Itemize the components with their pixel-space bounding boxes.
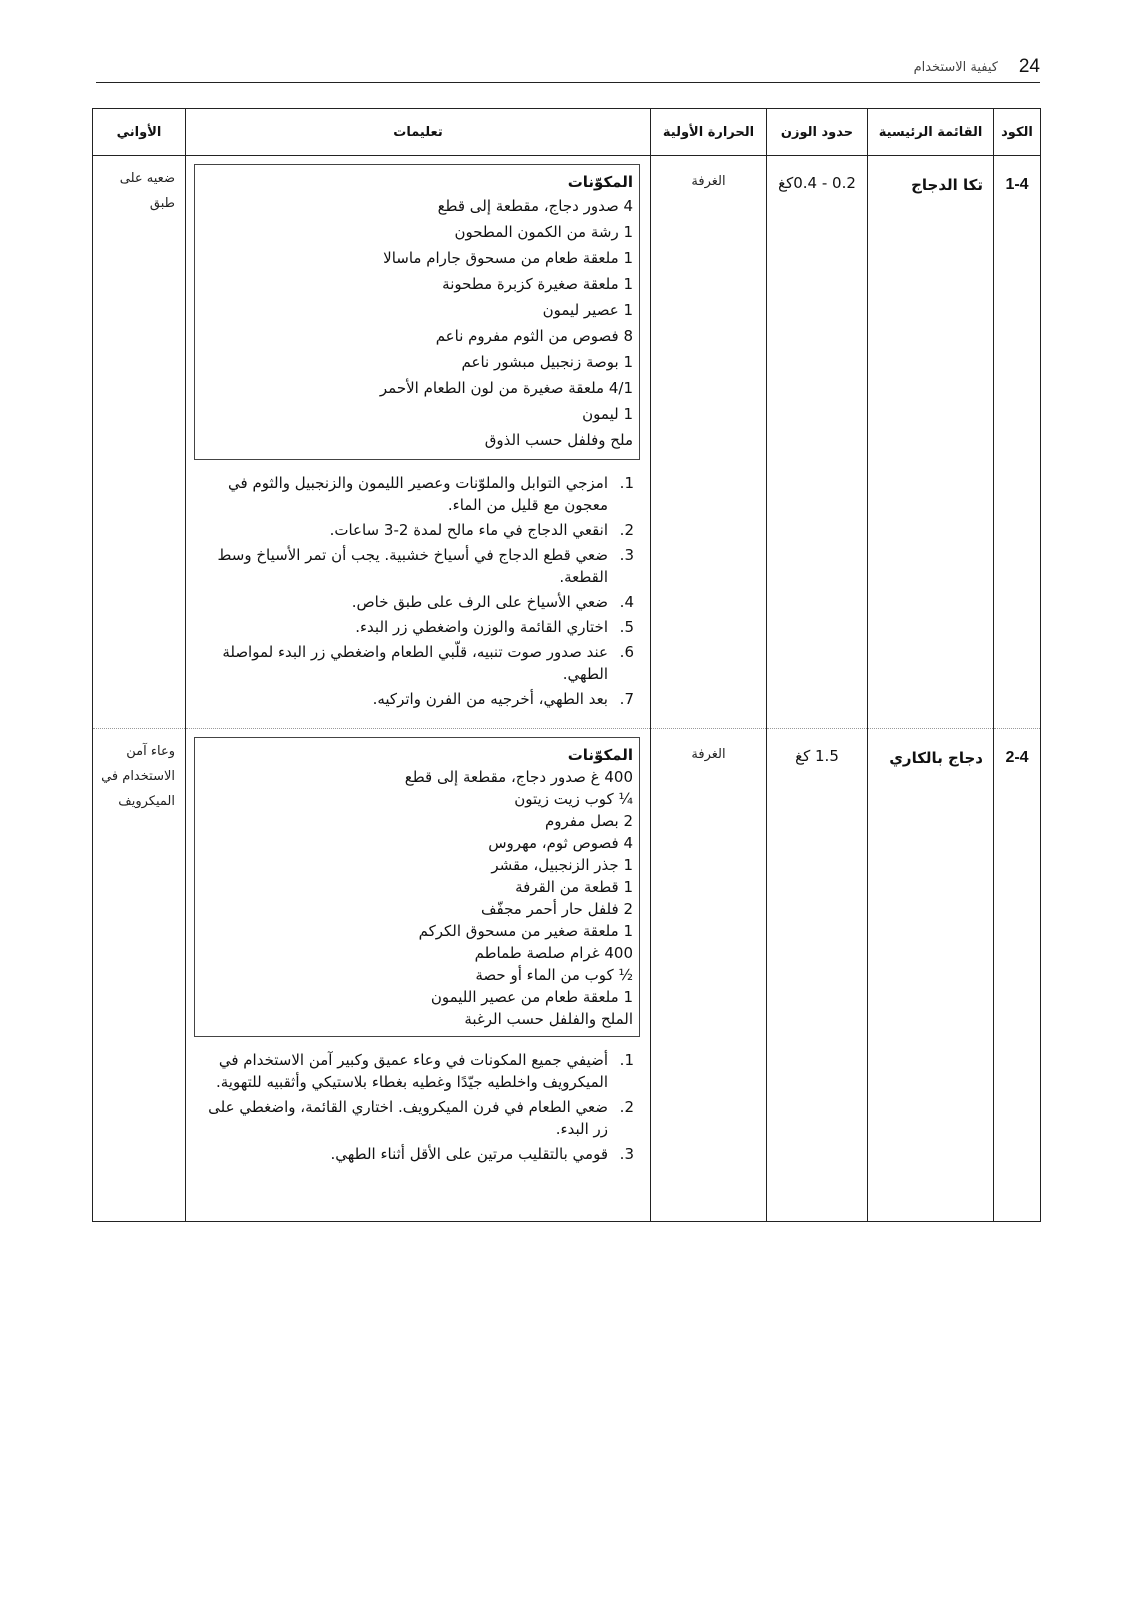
weight-cell: 1.5 كغ (767, 729, 868, 1222)
page-header (96, 50, 1040, 83)
ingredient-line: 1 رشة من الكمون المطحون (454, 223, 633, 241)
utensils-cell (93, 729, 186, 1222)
instructions-cell (186, 156, 651, 729)
utensil-line: ضعيه على (119, 171, 175, 186)
step-number: 4. (619, 593, 634, 611)
code-cell: 2-4 (994, 729, 1041, 1222)
steps-list (194, 1049, 640, 1165)
step-number: 5. (619, 618, 634, 636)
step-item (194, 591, 634, 613)
ingredient-line: 1 ملعقة طعام من عصير الليمون (430, 988, 633, 1006)
header-main-menu: القائمة الرئيسية (868, 109, 994, 156)
ingredient-line: 8 فصوص من الثوم مفروم ناعم (435, 327, 633, 345)
step-number: 7. (619, 690, 634, 708)
table-header-row (93, 109, 1041, 156)
ingredient-line: 2 بصل مفروم (544, 812, 633, 830)
weight-cell: 0.2 - 0.4كغ (767, 156, 868, 729)
steps-list (194, 472, 640, 710)
header-initial-temp: الحرارة الأولية (651, 109, 767, 156)
ingredient-line: 4 فصوص ثوم، مهروس (488, 834, 633, 852)
table-row (93, 156, 1041, 729)
utensil-line: وعاء آمن (126, 744, 175, 759)
step-text: ضعي الطعام في فرن الميكرويف. اختاري القائمة، واضغطي على زر البدء. (208, 1098, 608, 1138)
utensil-line: طبق (149, 196, 175, 211)
temp-cell: الغرفة (651, 729, 767, 1222)
step-number: 6. (619, 643, 634, 661)
ingredient-line: 1 ليمون (582, 405, 633, 423)
step-text: بعد الطهي، أخرجيه من الفرن واتركيه. (372, 690, 608, 708)
ingredients-title: المكوّنات (567, 746, 633, 764)
ingredient-line: 1 قطعة من القرفة (515, 878, 633, 896)
auto-cook-table (92, 108, 1041, 1222)
header-weight-limits: حدود الوزن (767, 109, 868, 156)
step-item (194, 616, 634, 638)
ingredient-line: 1 عصير ليمون (542, 301, 633, 319)
section-title: كيفية الاستخدام (913, 60, 998, 75)
step-text: ضعي الأسياخ على الرف على طبق خاص. (351, 593, 608, 611)
step-item (194, 641, 634, 685)
temp-cell: الغرفة (651, 156, 767, 729)
utensil-line: الميكرويف (118, 794, 175, 809)
code-cell: 1-4 (994, 156, 1041, 729)
step-text: قومي بالتقليب مرتين على الأقل أثناء الطهي. (330, 1145, 608, 1163)
utensils-cell (93, 156, 186, 729)
ingredient-line: 1 ملعقة طعام من مسحوق جارام ماسالا (383, 249, 633, 267)
header-utensils: الأواني (93, 109, 186, 156)
ingredients-box (194, 164, 640, 460)
step-number: 3. (619, 1145, 634, 1163)
menu-cell: تكا الدجاج (868, 156, 994, 729)
ingredient-line: 1 جذر الزنجبيل، مقشر (491, 856, 633, 874)
ingredient-line: 400 غ صدور دجاج، مقطعة إلى قطع (404, 768, 633, 786)
header-instructions: تعليمات (186, 109, 651, 156)
step-item (194, 688, 634, 710)
step-number: 1. (619, 474, 634, 492)
step-item (194, 544, 634, 588)
table-row (93, 729, 1041, 1222)
instructions-cell (186, 729, 651, 1222)
step-text: ضعي قطع الدجاج في أسياخ خشبية. يجب أن تمر الأسياخ وسط القطعة. (217, 546, 608, 586)
header-code: الكود (994, 109, 1041, 156)
ingredient-line: 2 فلفل حار أحمر مجفّف (480, 900, 633, 918)
utensil-line: الاستخدام في (101, 769, 175, 784)
ingredients-title: المكوّنات (567, 173, 633, 191)
ingredient-line: 1 ملعقة صغيرة كزبرة مطحونة (442, 275, 633, 293)
step-number: 2. (619, 521, 634, 539)
ingredient-line: الملح والفلفل حسب الرغبة (464, 1010, 633, 1028)
ingredient-line: 4/1 ملعقة صغيرة من لون الطعام الأحمر (379, 379, 633, 397)
step-number: 2. (619, 1098, 634, 1116)
ingredients-box (194, 737, 640, 1037)
ingredient-line: ½ كوب من الماء أو حصة (475, 966, 633, 984)
step-item (194, 1143, 634, 1165)
step-text: انقعي الدجاج في ماء مالح لمدة 2-3 ساعات. (329, 521, 608, 539)
step-number: 3. (619, 546, 634, 564)
menu-cell: دجاج بالكاري (868, 729, 994, 1222)
step-item (194, 1096, 634, 1140)
ingredient-line: ملح وفلفل حسب الذوق (484, 431, 633, 449)
step-item (194, 1049, 634, 1093)
step-text: عند صدور صوت تنبيه، قلّبي الطعام واضغطي زر البدء لمواصلة الطهي. (222, 643, 608, 683)
ingredient-line: 4 صدور دجاج، مقطعة إلى قطع (437, 197, 633, 215)
step-item (194, 519, 634, 541)
step-number: 1. (619, 1051, 634, 1069)
step-text: أضيفي جميع المكونات في وعاء عميق وكبير آمن الاستخدام في الميكرويف واخلطيه جيّدًا وغطيه بغطاء بلاستيكي وأثقبيه للتهوية. (216, 1051, 608, 1091)
ingredient-line: 400 غرام صلصة طماطم (474, 944, 633, 962)
ingredient-line: 1 بوصة زنجبيل مبشور ناعم (461, 353, 633, 371)
step-item (194, 472, 634, 516)
ingredient-line: ¼ كوب زيت زيتون (514, 790, 633, 808)
ingredient-line: 1 ملعقة صغير من مسحوق الكركم (418, 922, 633, 940)
step-text: امزجي التوابل والملوّنات وعصير الليمون والزنجبيل والثوم في معجون مع قليل من الماء. (228, 474, 608, 514)
step-text: اختاري القائمة والوزن واضغطي زر البدء. (355, 618, 608, 636)
page-number: 24 (1018, 56, 1040, 77)
